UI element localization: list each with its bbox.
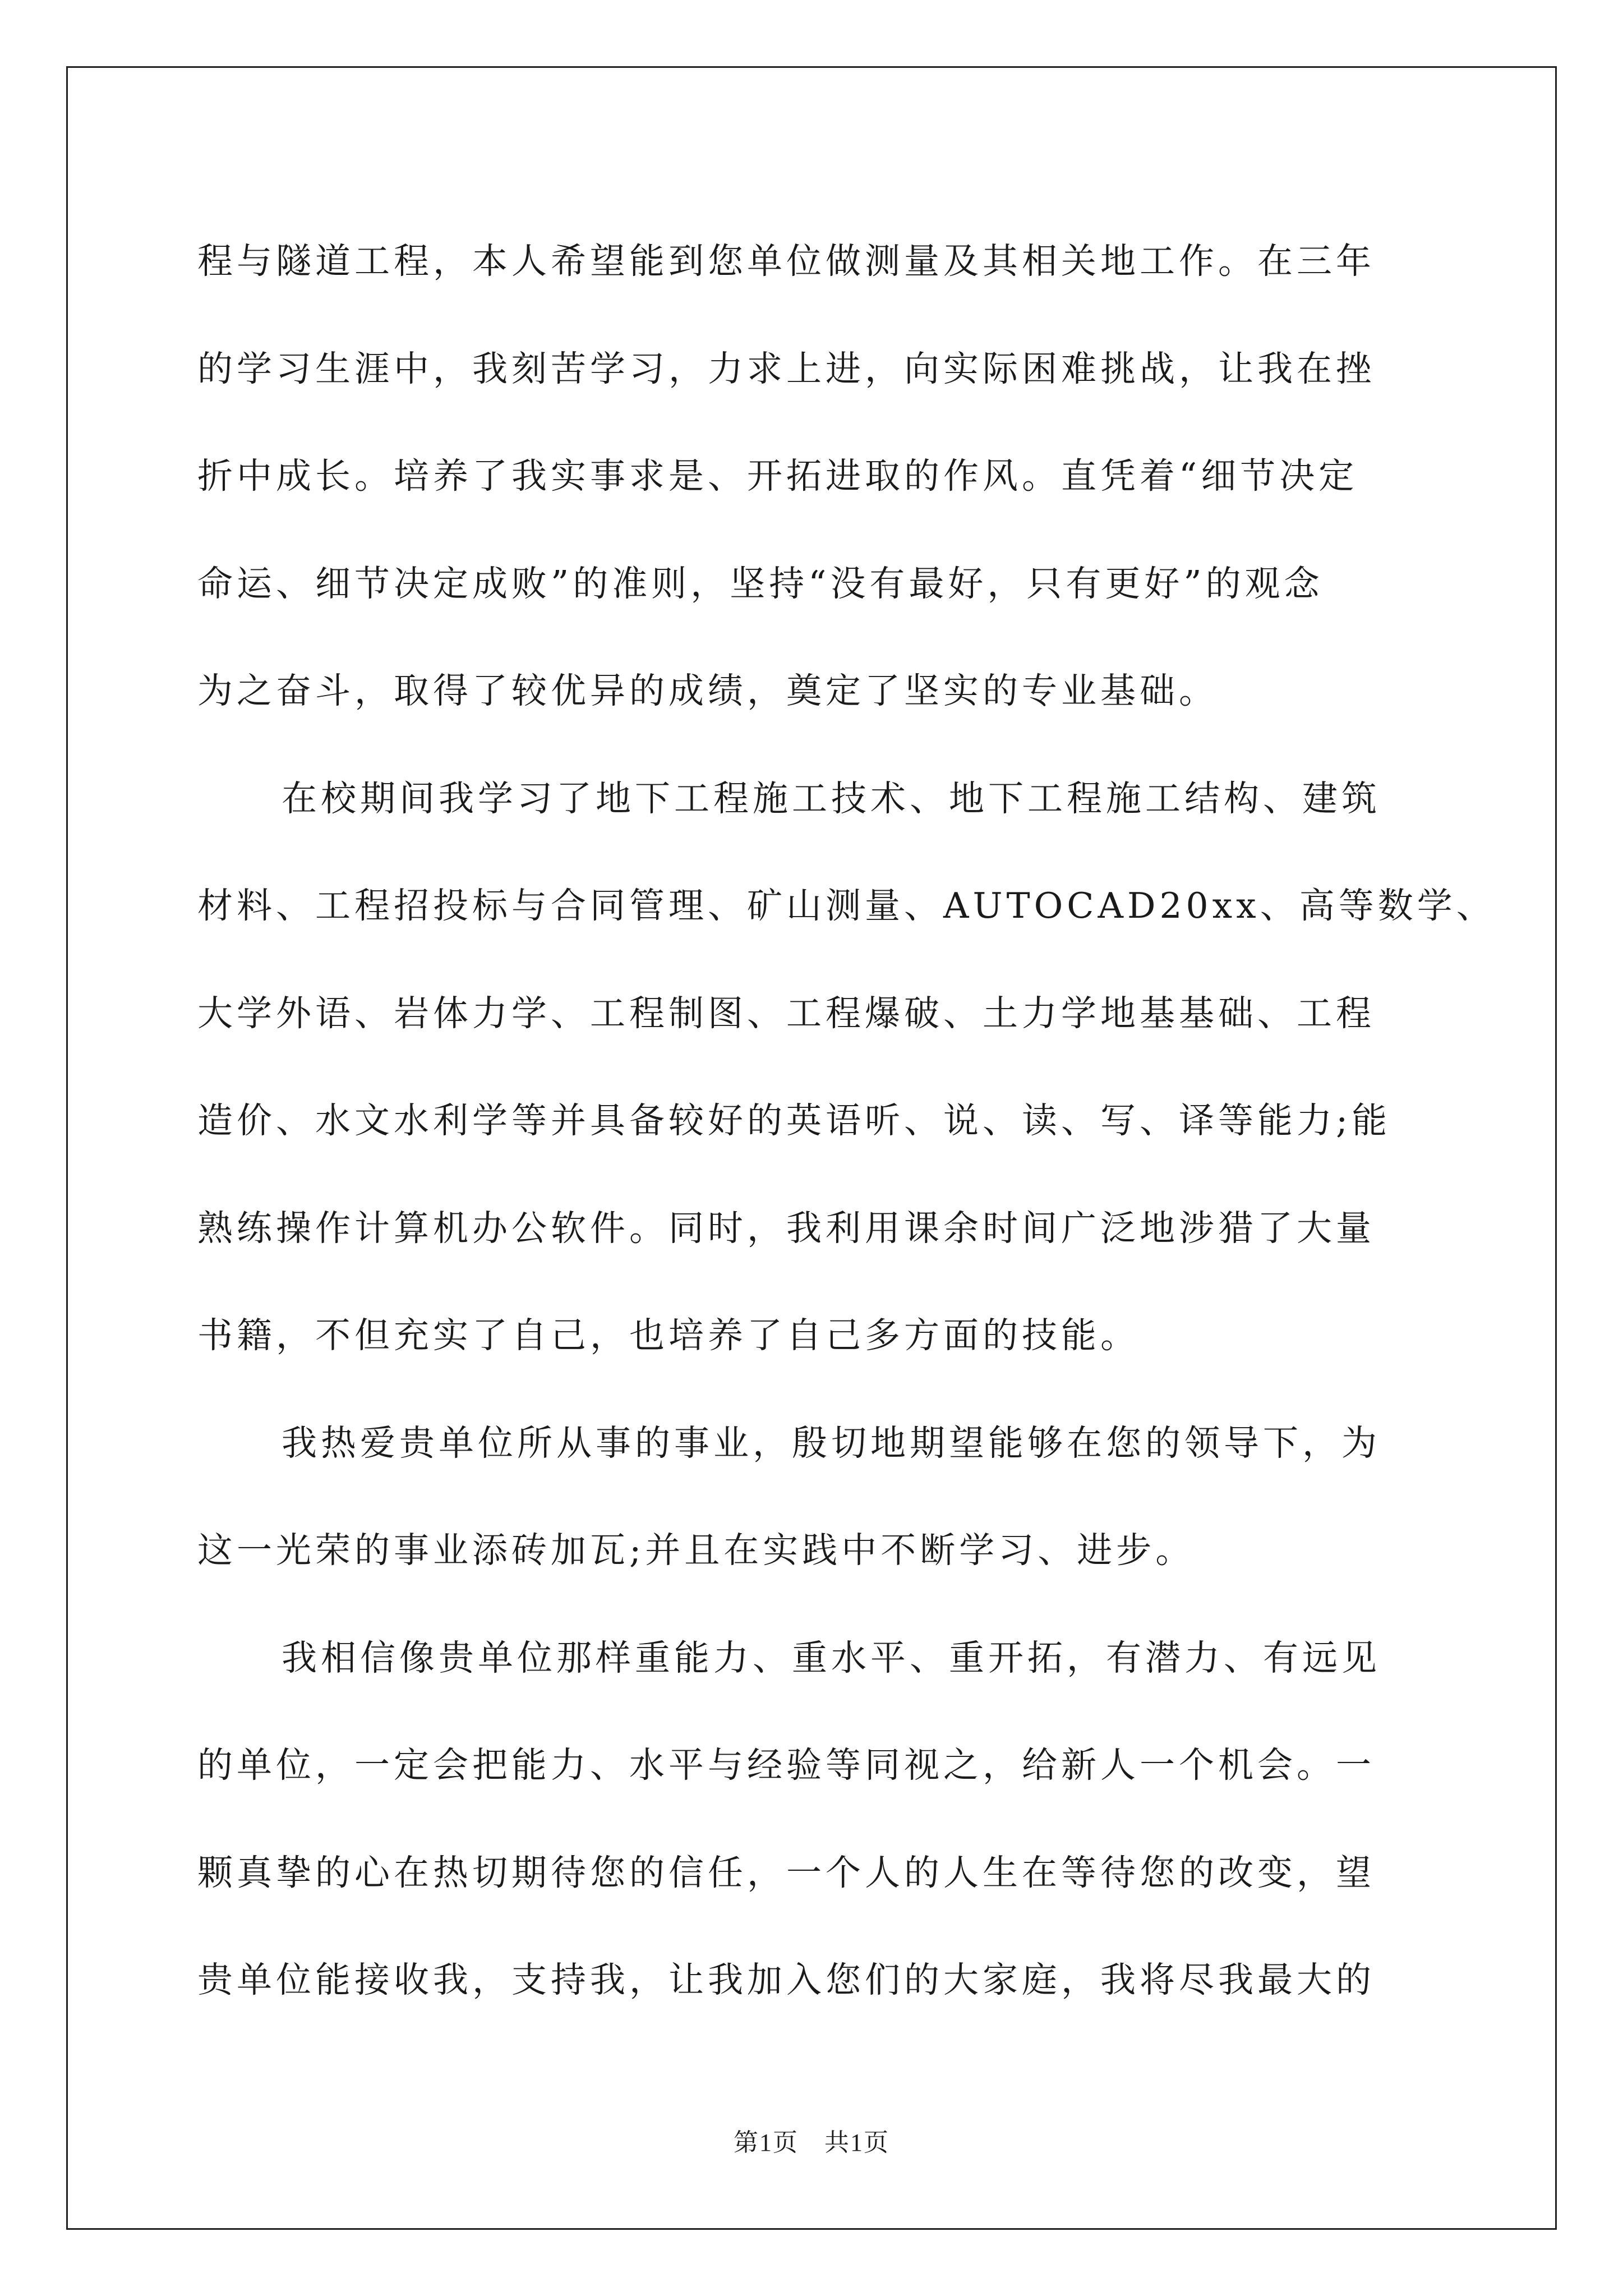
- text-line: 的学习生涯中，我刻苦学习，力求上进，向实际困难挑战，让我在挫: [197, 348, 1375, 389]
- text-line: 这一光荣的事业添砖加瓦;并且在实践中不断学习、进步。: [197, 1530, 1195, 1571]
- text-line: 命运、细节决定成败”的准则，坚持“没有最好，只有更好”的观念: [197, 563, 1324, 604]
- paragraph-start-line: 我相信像贵单位那样重能力、重水平、重开拓，有潜力、有远见: [282, 1637, 1381, 1678]
- text-line: 折中成长。培养了我实事求是、开拓进取的作风。直凭着“细节决定: [197, 455, 1358, 496]
- paragraph-start-line: 我热爱贵单位所从事的事业，殷切地期望能够在您的领导下，为: [282, 1422, 1381, 1464]
- page-number: 第1页 共1页: [734, 2129, 889, 2156]
- text-line: 的单位，一定会把能力、水平与经验等同视之，给新人一个机会。一: [197, 1745, 1375, 1786]
- document-body: [197, 208, 1496, 2034]
- text-line: 熟练操作计算机办公软件。同时，我利用课余时间广泛地涉猎了大量: [197, 1207, 1375, 1249]
- text-line: 贵单位能接收我，支持我，让我加入您们的大家庭，我将尽我最大的: [197, 1959, 1375, 2000]
- text-line: 造价、水文水利学等并具备较好的英语听、说、读、写、译等能力;能: [197, 1100, 1391, 1141]
- text-line: 书籍，不但充实了自己，也培养了自己多方面的技能。: [197, 1315, 1140, 1356]
- text-line: 材料、工程招投标与合同管理、矿山测量、AUTOCAD20xx、高等数学、: [197, 885, 1496, 926]
- text-line: 大学外语、岩体力学、工程制图、工程爆破、土力学地基基础、工程: [197, 992, 1375, 1034]
- text-line: 程与隧道工程，本人希望能到您单位做测量及其相关地工作。在三年: [197, 241, 1375, 282]
- paragraph-start-line: 在校期间我学习了地下工程施工技术、地下工程施工结构、建筑: [282, 777, 1381, 819]
- text-line: 颗真挚的心在热切期待您的信任，一个人的人生在等待您的改变，望: [197, 1852, 1375, 1893]
- text-line: 为之奋斗，取得了较优异的成绩，奠定了坚实的专业基础。: [197, 670, 1218, 711]
